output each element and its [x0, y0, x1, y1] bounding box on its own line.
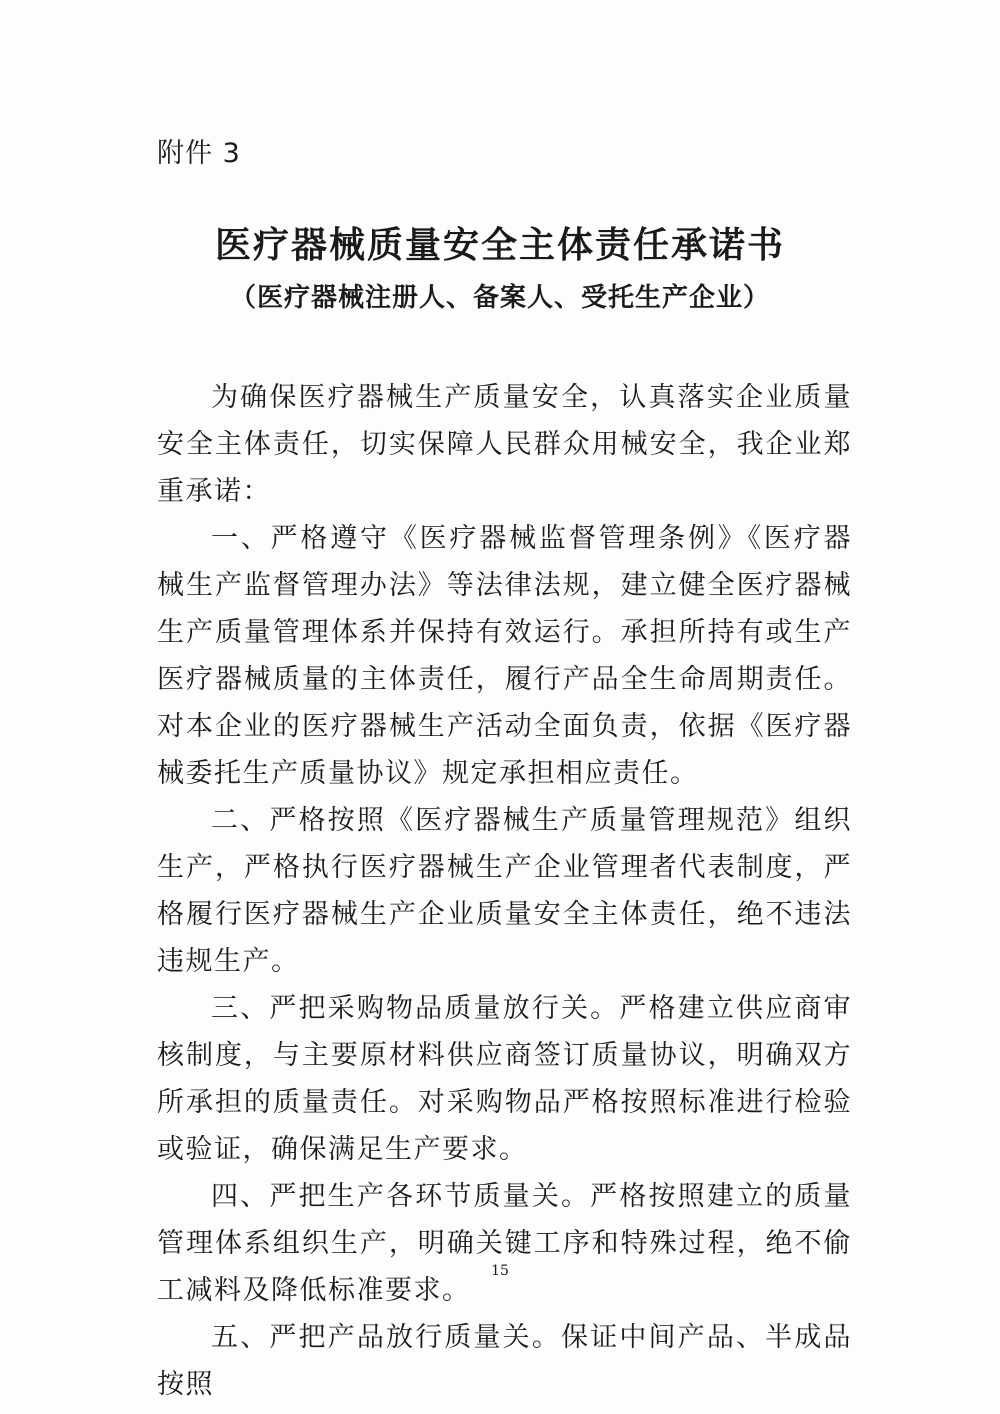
page-number: 15	[491, 1263, 509, 1279]
paragraph-5: 五、严把产品放行质量关。保证中间产品、半成品按照	[157, 1322, 852, 1400]
paragraph-3: 三、严把采购物品质量放行关。严格建立供应商审核制度，与主要原材料供应商签订质量协议，明确双方所承担的质量责任。对采购物品严格按照标准进行检验或验证，确保满足生产要求。	[157, 993, 852, 1165]
attachment-label: 附件 3	[157, 138, 241, 169]
paragraph-2: 二、严格按照《医疗器械生产质量管理规范》组织生产，严格执行医疗器械生产企业管理者代表制度，严格履行医疗器械生产企业质量安全主体责任，绝不违法违规生产。	[157, 805, 852, 977]
paragraph-1: 一、严格遵守《医疗器械监督管理条例》《医疗器械生产监督管理办法》等法律法规，建立健全医疗器械生产质量管理体系并保持有效运行。承担所持有或生产医疗器械质量的主体责任，履行产品全生命周期责任。对本企业的医疗器械生产活动全面负责，依据《医疗器械委托生产质量协议》规定承担相应责任。	[157, 523, 852, 789]
document-title: 医疗器械质量安全主体责任承诺书	[214, 225, 785, 266]
document-body	[157, 374, 852, 1408]
document-subtitle: （医疗器械注册人、备案人、受托生产企业）	[229, 283, 770, 313]
paragraph-4: 四、严把生产各环节质量关。严格按照建立的质量管理体系组织生产，明确关键工序和特殊过程，绝不偷工减料及降低标准要求。	[157, 1181, 852, 1306]
paragraph-intro: 为确保医疗器械生产质量安全，认真落实企业质量安全主体责任，切实保障人民群众用械安全，我企业郑重承诺：	[157, 382, 852, 507]
